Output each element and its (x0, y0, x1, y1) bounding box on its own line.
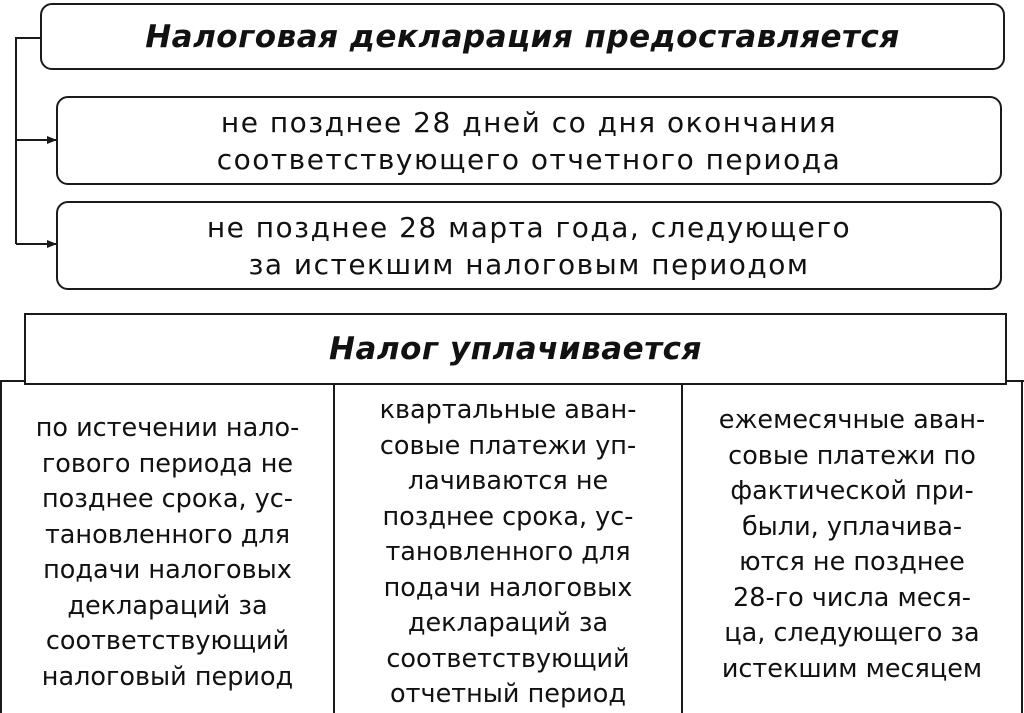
payment-column-1 (2, 381, 333, 713)
payment-column-1-text: по истечении нало- гового периода не позднее срока, ус- тановленного для подачи налоговых деклараций за соответствующий налоговый период (35, 413, 300, 692)
declaration-title: Налоговая декларация предоставляется (145, 18, 900, 55)
declaration-option-box-1 (56, 96, 1002, 185)
payment-title-box (24, 313, 1007, 385)
payment-frame-right (1021, 380, 1023, 713)
declaration-option-box-2 (56, 201, 1002, 290)
declaration-title-box (40, 3, 1005, 70)
payment-column-3 (683, 381, 1021, 713)
payment-column-2-text: квартальные аван- совые платежи уп- лачиваются не позднее срока, ус- тановленного для подачи налоговых деклараций за соответствующий отчетный период (379, 395, 637, 709)
payment-column-3-text: ежемесячные аван- совые платежи по фактической при- были, уплачива- ются не позднее 28-го числа меся- ца, следующего за истекшим месяцем (718, 405, 986, 684)
payment-title: Налог уплачивается (329, 331, 702, 367)
declaration-option-2: не позднее 28 марта года, следующего за истекшим налоговым периодом (206, 210, 852, 281)
payment-column-2 (335, 381, 681, 713)
declaration-option-1: не позднее 28 дней со дня окончания соответствующего отчетного периода (216, 105, 842, 176)
